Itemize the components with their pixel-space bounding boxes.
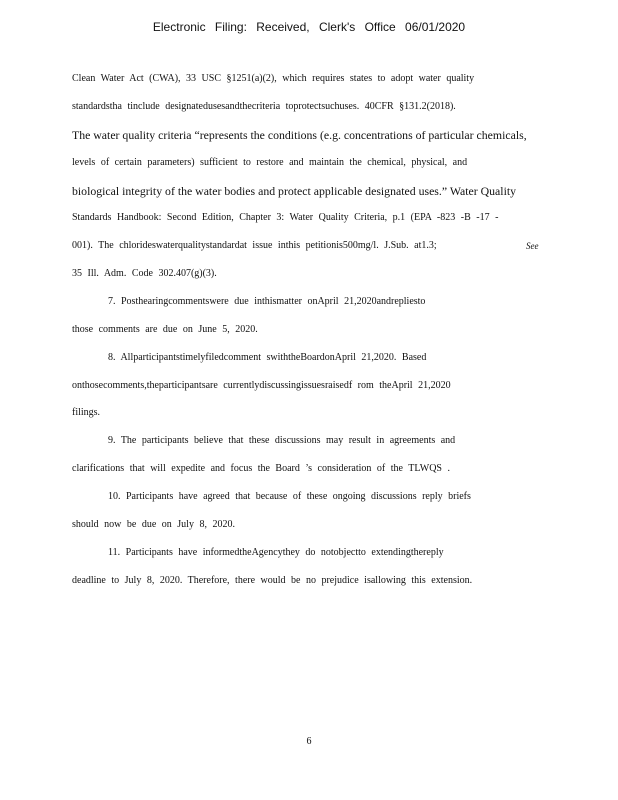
paragraph-10-line-2: should now be due on July 8, 2020. [72, 519, 235, 530]
paragraph-8-line-1: 8. Allparticipantstimelyfiledcomment swiththeBoardonApril 21,2020. Based [108, 352, 427, 363]
paragraph-9-line-2: clarifications that will expedite and focus the Board ’s consideration of the TLWQS . [72, 463, 450, 474]
paragraph-7-line-1: 7. Posthearingcommentswere due inthismatter onApril 21,2020andrepliesto [108, 296, 426, 307]
filing-header: Electronic Filing: Received, Clerk's Office 06/01/2020 [152, 20, 466, 34]
body-line-5: biological integrity of the water bodies and protect applicable designated uses.” Water Quality [72, 184, 517, 198]
paragraph-8-line-2: onthosecomments,theparticipantsare currentlydiscussingissuesraisedf rom theApril 21,2020 [72, 380, 451, 391]
page-number: 6 [306, 736, 312, 747]
body-line-4: levels of certain parameters) sufficient to restore and maintain the chemical, physical, and [72, 157, 468, 168]
paragraph-10-line-1: 10. Participants have agreed that because of these ongoing discussions reply briefs [108, 491, 471, 502]
body-line-2: standardstha tinclude designatedusesandthecriteria toprotectsuchuses. 40CFR §131.2(2018). [72, 101, 456, 112]
paragraph-9-line-1: 9. The participants believe that these discussions may result in agreements and [108, 435, 456, 446]
body-line-8: 35 Ill. Adm. Code 302.407(g)(3). [72, 268, 217, 279]
body-line-7: 001). The chlorideswaterqualitystandardat issue inthis petitionis500mg/l. J.Sub. at1.3; [72, 240, 437, 251]
paragraph-11-line-1: 11. Participants have informedtheAgencythey do notobjectto extendingthereply [108, 547, 444, 558]
paragraph-11-line-2: deadline to July 8, 2020. Therefore, there would be no prejudice isallowing this extension. [72, 575, 473, 586]
paragraph-8-line-3: filings. [72, 407, 101, 418]
paragraph-7-line-2: those comments are due on June 5, 2020. [72, 324, 258, 335]
body-line-6: Standards Handbook: Second Edition, Chapter 3: Water Quality Criteria, p.1 (EPA -823 -B -17 - [72, 212, 499, 223]
body-line-1: Clean Water Act (CWA), 33 USC §1251(a)(2), which requires states to adopt water quality [72, 73, 475, 84]
body-line-3: The water quality criteria “represents the conditions (e.g. concentrations of particular chemicals, [72, 128, 527, 142]
see-signal: See [526, 241, 539, 251]
